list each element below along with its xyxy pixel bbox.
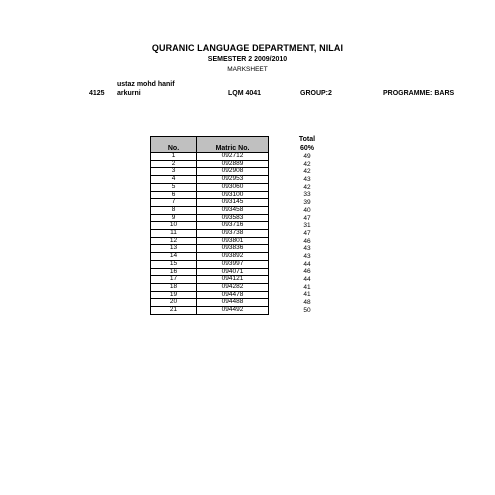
row-total: 42 bbox=[303, 160, 311, 168]
table-row bbox=[151, 222, 269, 230]
total-column-header bbox=[288, 136, 326, 153]
row-total: 41 bbox=[303, 291, 311, 299]
row-number: 20 bbox=[151, 299, 197, 307]
table-row bbox=[151, 199, 269, 207]
total-label: Total bbox=[298, 136, 316, 143]
row-total: 41 bbox=[303, 283, 311, 291]
row-total: 43 bbox=[303, 245, 311, 253]
row-matric: 094478 bbox=[197, 291, 269, 299]
table-row bbox=[151, 214, 269, 222]
row-matric: 094282 bbox=[197, 283, 269, 291]
row-number: 11 bbox=[151, 230, 197, 238]
table-row bbox=[151, 253, 269, 261]
table-row bbox=[151, 183, 269, 191]
row-total: 39 bbox=[303, 199, 311, 207]
row-number: 14 bbox=[151, 253, 197, 261]
programme-label: PROGRAMME: BARS bbox=[383, 90, 455, 97]
row-total: 40 bbox=[303, 206, 311, 214]
table-row bbox=[151, 291, 269, 299]
row-total: 42 bbox=[303, 183, 311, 191]
row-total: 50 bbox=[303, 306, 311, 314]
lecturer-name-line2: arkurni bbox=[117, 90, 141, 97]
course-code: LQM 4041 bbox=[228, 90, 262, 97]
table-row bbox=[151, 299, 269, 307]
row-matric: 092712 bbox=[197, 153, 269, 161]
row-total: 46 bbox=[303, 268, 311, 276]
row-matric: 093836 bbox=[197, 245, 269, 253]
row-matric: 093060 bbox=[197, 183, 269, 191]
table-row bbox=[151, 245, 269, 253]
table-row bbox=[151, 191, 269, 199]
row-total: 47 bbox=[303, 214, 311, 222]
row-matric: 093716 bbox=[197, 222, 269, 230]
row-number: 15 bbox=[151, 260, 197, 268]
column-header-matric: Matric No. bbox=[197, 137, 269, 153]
row-total: 49 bbox=[303, 153, 311, 160]
row-total: 44 bbox=[303, 276, 311, 283]
row-total: 42 bbox=[303, 168, 311, 176]
row-number: 2 bbox=[151, 160, 197, 168]
group-label: GROUP:2 bbox=[300, 90, 332, 97]
row-number: 21 bbox=[151, 307, 197, 315]
row-matric: 094121 bbox=[197, 276, 269, 284]
table-row bbox=[151, 176, 269, 184]
marks-table-header-row bbox=[151, 137, 269, 153]
table-row bbox=[151, 307, 269, 315]
row-number: 7 bbox=[151, 199, 197, 207]
row-number: 1 bbox=[151, 153, 197, 161]
row-number: 17 bbox=[151, 276, 197, 284]
table-row bbox=[151, 268, 269, 276]
row-total: 46 bbox=[303, 237, 311, 245]
row-matric: 092889 bbox=[197, 160, 269, 168]
row-number: 16 bbox=[151, 268, 197, 276]
total-weight: 60% bbox=[299, 144, 314, 152]
row-matric: 093458 bbox=[197, 206, 269, 214]
row-matric: 092953 bbox=[197, 176, 269, 184]
table-row bbox=[151, 276, 269, 284]
table-row bbox=[151, 260, 269, 268]
row-matric: 093100 bbox=[197, 191, 269, 199]
row-matric: 094488 bbox=[197, 299, 269, 307]
row-number: 6 bbox=[151, 191, 197, 199]
marks-table bbox=[150, 136, 269, 315]
row-number: 4 bbox=[151, 176, 197, 184]
row-number: 12 bbox=[151, 237, 197, 245]
table-row bbox=[151, 283, 269, 291]
row-total: 43 bbox=[303, 176, 311, 184]
row-matric: 093583 bbox=[197, 214, 269, 222]
table-row bbox=[151, 206, 269, 214]
row-matric: 093997 bbox=[197, 260, 269, 268]
row-total: 48 bbox=[303, 299, 311, 307]
marks-table-body bbox=[151, 153, 269, 315]
row-total: 31 bbox=[303, 222, 311, 230]
lecturer-code: 4125 bbox=[89, 90, 105, 97]
department-title: QURANIC LANGUAGE DEPARTMENT, NILAI bbox=[151, 43, 344, 53]
table-row bbox=[151, 237, 269, 245]
semester-subtitle: SEMESTER 2 2009/2010 bbox=[207, 56, 288, 63]
row-matric: 092908 bbox=[197, 168, 269, 176]
row-matric: 094492 bbox=[197, 307, 269, 315]
row-total: 47 bbox=[303, 229, 311, 237]
totals-column bbox=[288, 153, 326, 314]
row-total: 44 bbox=[303, 260, 311, 268]
row-matric: 093892 bbox=[197, 253, 269, 261]
table-row bbox=[151, 160, 269, 168]
column-header-no: No. bbox=[151, 137, 197, 153]
row-matric: 093738 bbox=[197, 230, 269, 238]
row-number: 9 bbox=[151, 214, 197, 222]
row-number: 10 bbox=[151, 222, 197, 230]
row-matric: 094071 bbox=[197, 268, 269, 276]
row-matric: 093145 bbox=[197, 199, 269, 207]
row-total: 33 bbox=[303, 191, 311, 199]
row-number: 5 bbox=[151, 183, 197, 191]
row-number: 13 bbox=[151, 245, 197, 253]
row-number: 8 bbox=[151, 206, 197, 214]
row-number: 3 bbox=[151, 168, 197, 176]
row-number: 19 bbox=[151, 291, 197, 299]
table-row bbox=[151, 230, 269, 238]
lecturer-name-line1: ustaz mohd hanif bbox=[117, 81, 175, 88]
row-matric: 093801 bbox=[197, 237, 269, 245]
row-number: 18 bbox=[151, 283, 197, 291]
table-row bbox=[151, 153, 269, 161]
table-row bbox=[151, 168, 269, 176]
row-total: 43 bbox=[303, 252, 311, 260]
sheet-type-label: MARKSHEET bbox=[227, 66, 268, 73]
